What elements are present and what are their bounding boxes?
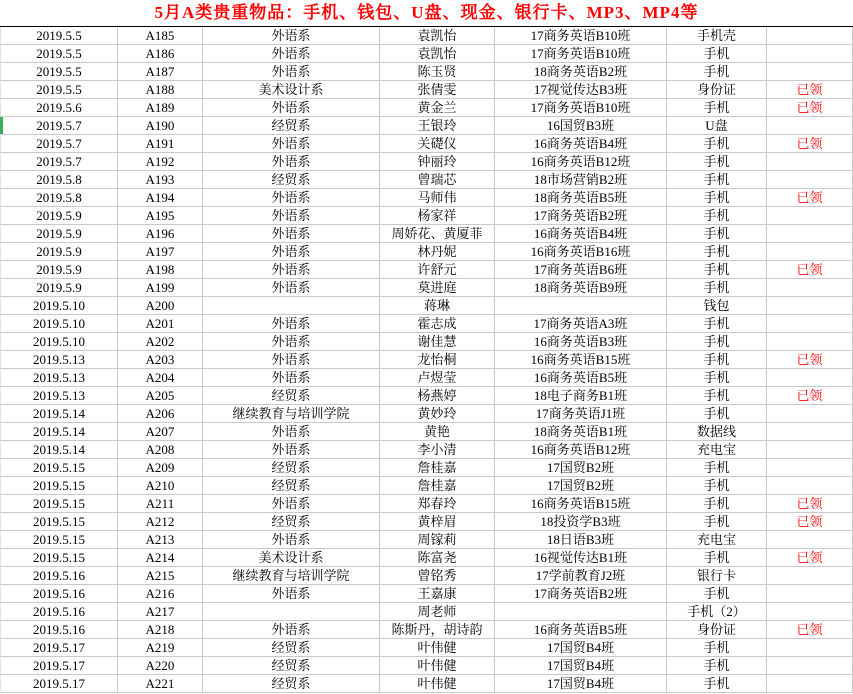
cell-item-type[interactable]: 钱包 <box>667 297 767 315</box>
cell-department[interactable]: 外语系 <box>203 351 380 369</box>
cell-item-number[interactable]: A193 <box>118 171 203 189</box>
cell-claimed-status[interactable]: 已领 <box>767 621 853 639</box>
table-row <box>0 423 853 441</box>
table-row <box>0 369 853 387</box>
cell-claimed-status[interactable] <box>767 639 853 657</box>
cell-department[interactable]: 外语系 <box>203 621 380 639</box>
cell-class[interactable]: 18商务英语B2班 <box>495 63 667 81</box>
cell-person-name[interactable]: 蒋琳 <box>380 297 495 315</box>
cell-date-received[interactable]: 2019.5.9 <box>0 279 118 297</box>
cell-item-type[interactable]: 手机 <box>667 459 767 477</box>
cell-item-number[interactable]: A198 <box>118 261 203 279</box>
cell-claimed-status[interactable] <box>767 27 853 45</box>
cell-item-number[interactable]: A204 <box>118 369 203 387</box>
cell-department[interactable]: 外语系 <box>203 441 380 459</box>
cell-item-type[interactable]: 银行卡 <box>667 567 767 585</box>
cell-date-received[interactable]: 2019.5.17 <box>0 675 118 693</box>
cell-item-number[interactable]: A185 <box>118 27 203 45</box>
cell-person-name[interactable]: 袁凯怡 <box>380 27 495 45</box>
cell-person-name[interactable]: 王银玲 <box>380 117 495 135</box>
cell-date-received[interactable]: 2019.5.16 <box>0 621 118 639</box>
table-row <box>0 585 853 603</box>
cell-department[interactable]: 外语系 <box>203 153 380 171</box>
cell-claimed-status[interactable] <box>767 45 853 63</box>
table-row <box>0 243 853 261</box>
cell-person-name[interactable]: 关礎仪 <box>380 135 495 153</box>
cell-department[interactable]: 外语系 <box>203 279 380 297</box>
cell-class[interactable]: 16商务英语B4班 <box>495 135 667 153</box>
cell-person-name[interactable]: 叶伟健 <box>380 639 495 657</box>
cell-class[interactable]: 16商务英语B12班 <box>495 153 667 171</box>
cell-claimed-status[interactable] <box>767 369 853 387</box>
cell-department[interactable]: 外语系 <box>203 585 380 603</box>
cell-item-number[interactable]: A190 <box>118 117 203 135</box>
cell-person-name[interactable]: 王嘉康 <box>380 585 495 603</box>
cell-item-type[interactable]: 手机 <box>667 315 767 333</box>
cell-date-received[interactable]: 2019.5.15 <box>0 549 118 567</box>
cell-claimed-status[interactable] <box>767 117 853 135</box>
cell-date-received[interactable]: 2019.5.5 <box>0 63 118 81</box>
cell-date-received[interactable]: 2019.5.8 <box>0 189 118 207</box>
cell-person-name[interactable]: 黄金兰 <box>380 99 495 117</box>
cell-department[interactable]: 美术设计系 <box>203 81 380 99</box>
cell-class[interactable]: 16商务英语B15班 <box>495 495 667 513</box>
table-row <box>0 117 853 135</box>
cell-department[interactable]: 外语系 <box>203 27 380 45</box>
cell-class[interactable]: 16国贸B3班 <box>495 117 667 135</box>
cell-item-number[interactable]: A201 <box>118 315 203 333</box>
cell-item-type[interactable]: 身份证 <box>667 621 767 639</box>
cell-department[interactable]: 经贸系 <box>203 513 380 531</box>
cell-date-received[interactable]: 2019.5.9 <box>0 207 118 225</box>
cell-person-name[interactable]: 马师伟 <box>380 189 495 207</box>
cell-person-name[interactable]: 杨家祥 <box>380 207 495 225</box>
cell-date-received[interactable]: 2019.5.15 <box>0 531 118 549</box>
cell-item-type[interactable]: 手机 <box>667 495 767 513</box>
cell-item-number[interactable]: A218 <box>118 621 203 639</box>
cell-department[interactable]: 经贸系 <box>203 117 380 135</box>
cell-person-name[interactable]: 陈富尧 <box>380 549 495 567</box>
cell-class[interactable]: 18商务英语B1班 <box>495 423 667 441</box>
table-row <box>0 81 853 99</box>
cell-item-number[interactable]: A217 <box>118 603 203 621</box>
cell-department[interactable]: 外语系 <box>203 261 380 279</box>
cell-person-name[interactable]: 詹桂嘉 <box>380 459 495 477</box>
cell-item-type[interactable]: 手机 <box>667 99 767 117</box>
cell-item-type[interactable]: 手机（2） <box>667 603 767 621</box>
cell-date-received[interactable]: 2019.5.10 <box>0 315 118 333</box>
cell-claimed-status[interactable]: 已领 <box>767 261 853 279</box>
cell-claimed-status[interactable] <box>767 279 853 297</box>
cell-class[interactable]: 17商务英语B2班 <box>495 207 667 225</box>
cell-item-type[interactable]: 手机 <box>667 45 767 63</box>
cell-person-name[interactable]: 叶伟健 <box>380 657 495 675</box>
cell-department[interactable]: 外语系 <box>203 315 380 333</box>
table-row <box>0 603 853 621</box>
cell-claimed-status[interactable] <box>767 675 853 693</box>
table-row <box>0 315 853 333</box>
cell-person-name[interactable]: 黄艳 <box>380 423 495 441</box>
cell-person-name[interactable]: 周娇花、黄厦菲 <box>380 225 495 243</box>
cell-person-name[interactable]: 周镓莉 <box>380 531 495 549</box>
cell-item-number[interactable]: A215 <box>118 567 203 585</box>
cell-item-number[interactable]: A203 <box>118 351 203 369</box>
cell-claimed-status[interactable]: 已领 <box>767 135 853 153</box>
table-row <box>0 333 853 351</box>
cell-item-type[interactable]: 手机 <box>667 387 767 405</box>
cell-class[interactable]: 18商务英语B9班 <box>495 279 667 297</box>
table-row <box>0 441 853 459</box>
cell-date-received[interactable]: 2019.5.10 <box>0 297 118 315</box>
cell-person-name[interactable]: 杨燕婷 <box>380 387 495 405</box>
cell-claimed-status[interactable]: 已领 <box>767 495 853 513</box>
cell-item-number[interactable]: A216 <box>118 585 203 603</box>
cell-department[interactable] <box>203 603 380 621</box>
cell-claimed-status[interactable] <box>767 585 853 603</box>
cell-item-number[interactable]: A199 <box>118 279 203 297</box>
cell-person-name[interactable]: 钟丽玲 <box>380 153 495 171</box>
cell-date-received[interactable]: 2019.5.16 <box>0 603 118 621</box>
cell-department[interactable]: 外语系 <box>203 531 380 549</box>
cell-claimed-status[interactable] <box>767 243 853 261</box>
cell-date-received[interactable]: 2019.5.5 <box>0 81 118 99</box>
cell-item-number[interactable]: A195 <box>118 207 203 225</box>
cell-item-number[interactable]: A206 <box>118 405 203 423</box>
table-row <box>0 45 853 63</box>
cell-department[interactable]: 经贸系 <box>203 477 380 495</box>
cell-item-number[interactable]: A211 <box>118 495 203 513</box>
cell-item-type[interactable]: 手机 <box>667 639 767 657</box>
cell-class[interactable]: 16商务英语B3班 <box>495 333 667 351</box>
cell-person-name[interactable]: 黄妙玲 <box>380 405 495 423</box>
cell-department[interactable]: 经贸系 <box>203 675 380 693</box>
cell-date-received[interactable]: 2019.5.9 <box>0 225 118 243</box>
cell-class[interactable]: 18投资学B3班 <box>495 513 667 531</box>
cell-class[interactable]: 16商务英语B12班 <box>495 441 667 459</box>
cell-date-received[interactable]: 2019.5.14 <box>0 441 118 459</box>
cell-item-number[interactable]: A207 <box>118 423 203 441</box>
cell-item-number[interactable]: A189 <box>118 99 203 117</box>
cell-person-name[interactable]: 许舒元 <box>380 261 495 279</box>
cell-class[interactable]: 18日语B3班 <box>495 531 667 549</box>
cell-person-name[interactable]: 谢佳慧 <box>380 333 495 351</box>
cell-item-number[interactable]: A212 <box>118 513 203 531</box>
cell-claimed-status[interactable] <box>767 477 853 495</box>
cell-date-received[interactable]: 2019.5.13 <box>0 369 118 387</box>
cell-item-type[interactable]: 手机 <box>667 675 767 693</box>
cell-class[interactable] <box>495 603 667 621</box>
cell-date-received[interactable]: 2019.5.16 <box>0 567 118 585</box>
cell-claimed-status[interactable]: 已领 <box>767 189 853 207</box>
cell-item-type[interactable]: 手机 <box>667 333 767 351</box>
cell-claimed-status[interactable] <box>767 441 853 459</box>
cell-date-received[interactable]: 2019.5.10 <box>0 333 118 351</box>
table-row <box>0 639 853 657</box>
cell-item-number[interactable]: A210 <box>118 477 203 495</box>
cell-person-name[interactable]: 李小清 <box>380 441 495 459</box>
cell-department[interactable]: 外语系 <box>203 207 380 225</box>
cell-item-number[interactable]: A209 <box>118 459 203 477</box>
cell-item-number[interactable]: A213 <box>118 531 203 549</box>
cell-date-received[interactable]: 2019.5.5 <box>0 45 118 63</box>
cell-item-type[interactable]: 手机 <box>667 513 767 531</box>
cell-department[interactable]: 外语系 <box>203 495 380 513</box>
cell-department[interactable]: 经贸系 <box>203 387 380 405</box>
cell-date-received[interactable]: 2019.5.9 <box>0 261 118 279</box>
cell-item-type[interactable]: 手机 <box>667 369 767 387</box>
cell-person-name[interactable]: 曾瑞芯 <box>380 171 495 189</box>
cell-item-number[interactable]: A202 <box>118 333 203 351</box>
cell-date-received[interactable]: 2019.5.7 <box>0 135 118 153</box>
cell-item-type[interactable]: 手机 <box>667 153 767 171</box>
cell-department[interactable]: 美术设计系 <box>203 549 380 567</box>
cell-class[interactable]: 16商务英语B5班 <box>495 369 667 387</box>
cell-date-received[interactable]: 2019.5.13 <box>0 351 118 369</box>
cell-claimed-status[interactable] <box>767 531 853 549</box>
cell-department[interactable]: 外语系 <box>203 63 380 81</box>
sheet-body <box>0 27 853 693</box>
cell-item-number[interactable]: A194 <box>118 189 203 207</box>
cell-item-number[interactable]: A188 <box>118 81 203 99</box>
cell-class[interactable]: 18电子商务B1班 <box>495 387 667 405</box>
cell-department[interactable]: 外语系 <box>203 423 380 441</box>
cell-item-number[interactable]: A205 <box>118 387 203 405</box>
cell-date-received[interactable]: 2019.5.17 <box>0 639 118 657</box>
cell-item-type[interactable]: 充电宝 <box>667 441 767 459</box>
cell-date-received[interactable]: 2019.5.17 <box>0 657 118 675</box>
cell-item-number[interactable]: A196 <box>118 225 203 243</box>
table-row <box>0 657 853 675</box>
cell-item-type[interactable]: 手机壳 <box>667 27 767 45</box>
cell-item-type[interactable]: 手机 <box>667 585 767 603</box>
cell-class[interactable]: 16视觉传达B1班 <box>495 549 667 567</box>
cell-department[interactable]: 经贸系 <box>203 657 380 675</box>
cell-claimed-status[interactable] <box>767 171 853 189</box>
cell-claimed-status[interactable]: 已领 <box>767 99 853 117</box>
cell-item-number[interactable]: A200 <box>118 297 203 315</box>
cell-date-received[interactable]: 2019.5.15 <box>0 477 118 495</box>
cell-item-type[interactable]: 手机 <box>667 549 767 567</box>
cell-class[interactable]: 17商务英语B10班 <box>495 45 667 63</box>
cell-item-type[interactable]: 手机 <box>667 477 767 495</box>
cell-class[interactable]: 17学前教育J2班 <box>495 567 667 585</box>
cell-person-name[interactable]: 卢煜莹 <box>380 369 495 387</box>
cell-class[interactable]: 17视觉传达B3班 <box>495 81 667 99</box>
cell-date-received[interactable]: 2019.5.7 <box>0 117 118 135</box>
cell-class[interactable]: 17商务英语J1班 <box>495 405 667 423</box>
table-row <box>0 153 853 171</box>
cell-claimed-status[interactable] <box>767 225 853 243</box>
cell-item-number[interactable]: A191 <box>118 135 203 153</box>
cell-date-received[interactable]: 2019.5.8 <box>0 171 118 189</box>
cell-item-number[interactable]: A219 <box>118 639 203 657</box>
table-row <box>0 351 853 369</box>
cell-date-received[interactable]: 2019.5.13 <box>0 387 118 405</box>
cell-department[interactable]: 外语系 <box>203 99 380 117</box>
cell-item-number[interactable]: A214 <box>118 549 203 567</box>
cell-person-name[interactable]: 陈玉贤 <box>380 63 495 81</box>
cell-department[interactable]: 外语系 <box>203 135 380 153</box>
cell-date-received[interactable]: 2019.5.5 <box>0 27 118 45</box>
sheet-title-cell[interactable]: 5月A类贵重物品：手机、钱包、U盘、现金、银行卡、MP3、MP4等 <box>0 0 853 27</box>
cell-person-name[interactable]: 袁凯怡 <box>380 45 495 63</box>
cell-item-number[interactable]: A208 <box>118 441 203 459</box>
cell-date-received[interactable]: 2019.5.15 <box>0 513 118 531</box>
cell-claimed-status[interactable] <box>767 297 853 315</box>
table-row <box>0 171 853 189</box>
cell-department[interactable]: 外语系 <box>203 189 380 207</box>
cell-person-name[interactable]: 霍志成 <box>380 315 495 333</box>
cell-item-type[interactable]: 身份证 <box>667 81 767 99</box>
cell-item-type[interactable]: 手机 <box>667 261 767 279</box>
cell-claimed-status[interactable]: 已领 <box>767 513 853 531</box>
cell-person-name[interactable]: 张倩雯 <box>380 81 495 99</box>
table-row <box>0 225 853 243</box>
cell-item-number[interactable]: A187 <box>118 63 203 81</box>
cell-item-number[interactable]: A186 <box>118 45 203 63</box>
cell-person-name[interactable]: 叶伟健 <box>380 675 495 693</box>
cell-class[interactable]: 18商务英语B5班 <box>495 189 667 207</box>
cell-class[interactable]: 17国贸B4班 <box>495 675 667 693</box>
cell-claimed-status[interactable] <box>767 63 853 81</box>
cell-claimed-status[interactable] <box>767 459 853 477</box>
cell-department[interactable]: 外语系 <box>203 333 380 351</box>
cell-class[interactable]: 16商务英语B4班 <box>495 225 667 243</box>
table-row <box>0 405 853 423</box>
green-row-marker <box>0 117 3 134</box>
cell-person-name[interactable]: 龙怡桐 <box>380 351 495 369</box>
cell-date-received[interactable]: 2019.5.15 <box>0 495 118 513</box>
table-row <box>0 513 853 531</box>
cell-claimed-status[interactable] <box>767 657 853 675</box>
cell-class[interactable]: 17国贸B2班 <box>495 459 667 477</box>
cell-date-received[interactable]: 2019.5.6 <box>0 99 118 117</box>
table-row <box>0 387 853 405</box>
cell-person-name[interactable]: 莫进庭 <box>380 279 495 297</box>
cell-item-number[interactable]: A192 <box>118 153 203 171</box>
table-row <box>0 135 853 153</box>
cell-date-received[interactable]: 2019.5.14 <box>0 423 118 441</box>
table-row <box>0 477 853 495</box>
cell-class[interactable]: 16商务英语B5班 <box>495 621 667 639</box>
cell-department[interactable] <box>203 297 380 315</box>
table-row <box>0 261 853 279</box>
cell-item-number[interactable]: A197 <box>118 243 203 261</box>
cell-department[interactable]: 继续教育与培训学院 <box>203 405 380 423</box>
table-row <box>0 549 853 567</box>
cell-claimed-status[interactable] <box>767 153 853 171</box>
cell-person-name[interactable]: 陈斯丹，胡诗韵 <box>380 621 495 639</box>
cell-claimed-status[interactable] <box>767 423 853 441</box>
cell-claimed-status[interactable] <box>767 315 853 333</box>
table-row <box>0 27 853 45</box>
cell-department[interactable]: 外语系 <box>203 225 380 243</box>
cell-class[interactable]: 16商务英语B16班 <box>495 243 667 261</box>
table-row <box>0 279 853 297</box>
cell-item-type[interactable]: 手机 <box>667 405 767 423</box>
cell-claimed-status[interactable] <box>767 405 853 423</box>
cell-item-number[interactable]: A220 <box>118 657 203 675</box>
cell-department[interactable]: 经贸系 <box>203 639 380 657</box>
cell-item-type[interactable]: 数据线 <box>667 423 767 441</box>
cell-item-type[interactable]: U盘 <box>667 117 767 135</box>
cell-class[interactable]: 17商务英语B2班 <box>495 585 667 603</box>
cell-claimed-status[interactable]: 已领 <box>767 549 853 567</box>
table-row <box>0 207 853 225</box>
cell-date-received[interactable]: 2019.5.7 <box>0 153 118 171</box>
cell-date-received[interactable]: 2019.5.9 <box>0 243 118 261</box>
cell-item-type[interactable]: 手机 <box>667 351 767 369</box>
cell-person-name[interactable]: 周老师 <box>380 603 495 621</box>
cell-class[interactable]: 17商务英语B10班 <box>495 99 667 117</box>
cell-class[interactable]: 17商务英语B10班 <box>495 27 667 45</box>
cell-class[interactable]: 17商务英语B6班 <box>495 261 667 279</box>
table-row <box>0 99 853 117</box>
cell-claimed-status[interactable] <box>767 333 853 351</box>
cell-claimed-status[interactable] <box>767 207 853 225</box>
cell-item-number[interactable]: A221 <box>118 675 203 693</box>
cell-item-type[interactable]: 手机 <box>667 135 767 153</box>
table-row <box>0 567 853 585</box>
cell-item-type[interactable]: 手机 <box>667 243 767 261</box>
cell-item-type[interactable]: 手机 <box>667 207 767 225</box>
cell-class[interactable]: 17国贸B4班 <box>495 657 667 675</box>
table-row <box>0 675 853 693</box>
table-row <box>0 495 853 513</box>
cell-claimed-status[interactable] <box>767 567 853 585</box>
table-row <box>0 297 853 315</box>
cell-date-received[interactable]: 2019.5.14 <box>0 405 118 423</box>
cell-claimed-status[interactable]: 已领 <box>767 81 853 99</box>
table-row <box>0 189 853 207</box>
cell-item-type[interactable]: 手机 <box>667 189 767 207</box>
cell-class[interactable]: 16商务英语B15班 <box>495 351 667 369</box>
cell-person-name[interactable]: 黄梓眉 <box>380 513 495 531</box>
cell-department[interactable]: 经贸系 <box>203 171 380 189</box>
table-row <box>0 531 853 549</box>
cell-item-type[interactable]: 手机 <box>667 279 767 297</box>
cell-claimed-status[interactable] <box>767 603 853 621</box>
cell-item-type[interactable]: 手机 <box>667 171 767 189</box>
cell-class[interactable]: 17国贸B4班 <box>495 639 667 657</box>
cell-date-received[interactable]: 2019.5.16 <box>0 585 118 603</box>
cell-person-name[interactable]: 詹桂嘉 <box>380 477 495 495</box>
cell-department[interactable]: 外语系 <box>203 45 380 63</box>
cell-class[interactable]: 18市场营销B2班 <box>495 171 667 189</box>
cell-person-name[interactable]: 郑春玲 <box>380 495 495 513</box>
cell-claimed-status[interactable]: 已领 <box>767 351 853 369</box>
table-row <box>0 63 853 81</box>
table-row <box>0 621 853 639</box>
cell-item-type[interactable]: 手机 <box>667 63 767 81</box>
cell-item-type[interactable]: 手机 <box>667 225 767 243</box>
cell-department[interactable]: 继续教育与培训学院 <box>203 567 380 585</box>
cell-class[interactable]: 17国贸B2班 <box>495 477 667 495</box>
cell-person-name[interactable]: 曾铭秀 <box>380 567 495 585</box>
table-row <box>0 459 853 477</box>
cell-class[interactable] <box>495 297 667 315</box>
cell-department[interactable]: 外语系 <box>203 243 380 261</box>
cell-department[interactable]: 外语系 <box>203 369 380 387</box>
cell-person-name[interactable]: 林丹妮 <box>380 243 495 261</box>
cell-item-type[interactable]: 充电宝 <box>667 531 767 549</box>
cell-claimed-status[interactable]: 已领 <box>767 387 853 405</box>
cell-item-type[interactable]: 手机 <box>667 657 767 675</box>
cell-class[interactable]: 17商务英语A3班 <box>495 315 667 333</box>
cell-department[interactable]: 经贸系 <box>203 459 380 477</box>
cell-date-received[interactable]: 2019.5.15 <box>0 459 118 477</box>
